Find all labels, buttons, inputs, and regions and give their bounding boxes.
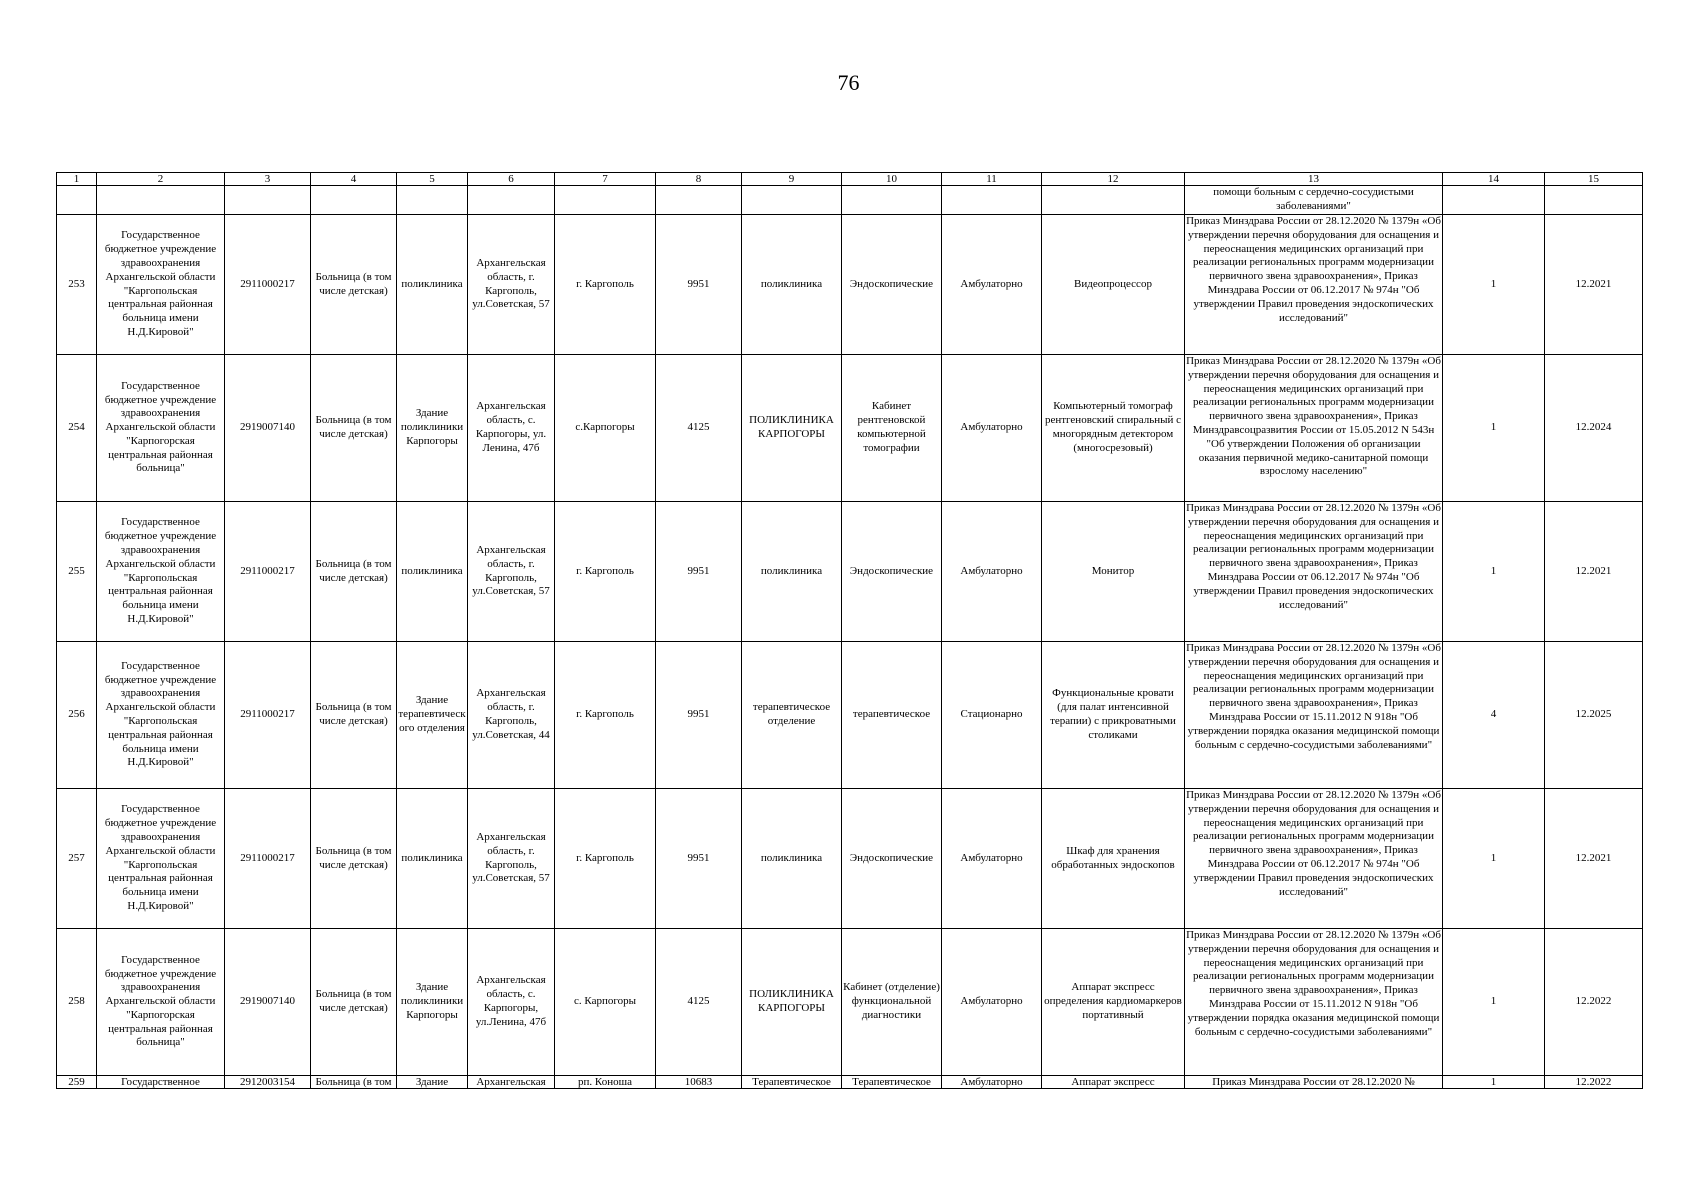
empty-cell [225,186,311,215]
legal-basis: Приказ Минздрава России от 28.12.2020 № 1379н «Об утверждении перечня оборудования для оснащения и переоснащения медицинских организаций при реализации региональных программ модернизации первичного звена здравоохранения», Приказ Минздрава России от 06.12.2017 № 974н "Об утверждении Правил проведения эндоскопических исследований" [1185,502,1443,642]
care-mode: Амбулаторно [942,1076,1042,1089]
organization-name: Государственное бюджетное учреждение здравоохранения Архангельской области "Карпогорская центральная районная больница" [97,929,225,1076]
building-name: поликлиника [397,789,468,929]
delivery-date: 12.2025 [1545,642,1643,789]
inn-code: 2912003154 [225,1076,311,1089]
empty-cell [1042,186,1185,215]
quantity: 1 [1443,215,1545,355]
row-number: 257 [57,789,97,929]
equipment-table [56,172,1643,1089]
header-cell: 9 [742,173,842,186]
address: Архангельская область, г. Каргополь, ул.Советская, 57 [468,502,555,642]
row-number: 256 [57,642,97,789]
population: 10683 [656,1076,742,1089]
header-row [57,173,1643,186]
empty-cell [656,186,742,215]
empty-cell [842,186,942,215]
row-number: 254 [57,355,97,502]
legal-basis: Приказ Минздрава России от 28.12.2020 № 1379н «Об утверждении перечня оборудования для оснащения и переоснащения медицинских организаций при реализации региональных программ модернизации первичного звена здравоохранения», Приказ Минздрава России от 06.12.2017 № 974н "Об утверждении Правил проведения эндоскопических исследований" [1185,789,1443,929]
empty-cell [97,186,225,215]
profile: терапевтическое [842,642,942,789]
organization-name: Государственное бюджетное учреждение здравоохранения Архангельской области "Каргопольская центральная районная больница имени Н.Д.Кировой" [97,215,225,355]
population: 4125 [656,929,742,1076]
empty-cell [1545,186,1643,215]
population: 9951 [656,642,742,789]
delivery-date: 12.2021 [1545,502,1643,642]
equipment-name: Монитор [1042,502,1185,642]
organization-name: Государственное бюджетное учреждение здравоохранения Архангельской области "Каргопольская центральная районная больница имени Н.Д.Кировой" [97,642,225,789]
facility-type: Больница (в том числе детская) [311,215,397,355]
address: Архангельская [468,1076,555,1089]
header-cell: 12 [1042,173,1185,186]
building-name: Здание поликлиники Карпогоры [397,355,468,502]
table-row [57,355,1643,502]
table-row [57,642,1643,789]
row-number: 255 [57,502,97,642]
care-mode: Амбулаторно [942,789,1042,929]
legal-basis: Приказ Минздрава России от 28.12.2020 № 1379н «Об утверждении перечня оборудования для оснащения и переоснащения медицинских организаций при реализации региональных программ модернизации первичного звена здравоохранения», Приказ Минздрава России от 15.11.2012 N 918н "Об утверждении порядка оказания медицинской помощи больным с сердечно-сосудистыми заболеваниями" [1185,642,1443,789]
header-cell: 3 [225,173,311,186]
profile: Кабинет (отделение) функциональной диагностики [842,929,942,1076]
profile: Кабинет рентгеновской компьютерной томографии [842,355,942,502]
locality: г. Каргополь [555,502,656,642]
facility-type: Больница (в том числе детская) [311,642,397,789]
header-cell: 15 [1545,173,1643,186]
quantity: 1 [1443,929,1545,1076]
care-mode: Амбулаторно [942,355,1042,502]
legal-basis: Приказ Минздрава России от 28.12.2020 № [1185,1076,1443,1089]
facility-type: Больница (в том числе детская) [311,929,397,1076]
quantity: 1 [1443,789,1545,929]
delivery-date: 12.2021 [1545,215,1643,355]
empty-cell [57,186,97,215]
division: поликлиника [742,215,842,355]
division: поликлиника [742,789,842,929]
header-cell: 11 [942,173,1042,186]
care-mode: Амбулаторно [942,929,1042,1076]
population: 9951 [656,215,742,355]
profile: Эндоскопические [842,502,942,642]
header-cell: 2 [97,173,225,186]
empty-cell [942,186,1042,215]
facility-type: Больница (в том числе детская) [311,355,397,502]
header-cell: 10 [842,173,942,186]
header-cell: 5 [397,173,468,186]
table-row [57,1076,1643,1089]
table-row [57,789,1643,929]
population: 9951 [656,502,742,642]
empty-cell [742,186,842,215]
header-cell: 7 [555,173,656,186]
building-name: поликлиника [397,502,468,642]
header-cell: 8 [656,173,742,186]
delivery-date: 12.2022 [1545,929,1643,1076]
organization-name: Государственное бюджетное учреждение здравоохранения Архангельской области "Каргопольская центральная районная больница имени Н.Д.Кировой" [97,789,225,929]
empty-cell [311,186,397,215]
address: Архангельская область, с. Карпогоры, ул. Ленина, 47б [468,355,555,502]
delivery-date: 12.2022 [1545,1076,1643,1089]
population: 4125 [656,355,742,502]
equipment-name: Функциональные кровати (для палат интенсивной терапии) с прикроватными столиками [1042,642,1185,789]
address: Архангельская область, с. Карпогоры, ул.Ленина, 47б [468,929,555,1076]
organization-name: Государственное [97,1076,225,1089]
empty-cell [1443,186,1545,215]
quantity: 1 [1443,502,1545,642]
legal-basis: Приказ Минздрава России от 28.12.2020 № 1379н «Об утверждении перечня оборудования для оснащения и переоснащения медицинских организаций при реализации региональных программ модернизации первичного звена здравоохранения», Приказ Минздрава России от 15.11.2012 N 918н "Об утверждении порядка оказания медицинской помощи больным с сердечно-сосудистыми заболеваниями" [1185,929,1443,1076]
header-cell: 4 [311,173,397,186]
building-name: Здание поликлиники Карпогоры [397,929,468,1076]
equipment-name: Шкаф для хранения обработанных эндоскопов [1042,789,1185,929]
division: ПОЛИКЛИНИКА КАРПОГОРЫ [742,355,842,502]
care-mode: Амбулаторно [942,502,1042,642]
equipment-name: Видеопроцессор [1042,215,1185,355]
facility-type: Больница (в том [311,1076,397,1089]
inn-code: 2911000217 [225,215,311,355]
profile: Терапевтическое [842,1076,942,1089]
page-number: 76 [837,70,860,95]
organization-name: Государственное бюджетное учреждение здравоохранения Архангельской области "Карпогорская центральная районная больница" [97,355,225,502]
quantity: 4 [1443,642,1545,789]
equipment-name: Компьютерный томограф рентгеновский спиральный с многорядным детектором (многосрезовый) [1042,355,1185,502]
continuation-row [57,186,1643,215]
address: Архангельская область, г. Каргополь, ул.Советская, 44 [468,642,555,789]
row-number: 258 [57,929,97,1076]
building-name: Здание [397,1076,468,1089]
legal-basis: Приказ Минздрава России от 28.12.2020 № 1379н «Об утверждении перечня оборудования для оснащения и переоснащения медицинских организаций при реализации региональных программ модернизации первичного звена здравоохранения», Приказ Минздрава России от 06.12.2017 № 974н "Об утверждении Правил проведения эндоскопических исследований" [1185,215,1443,355]
division: поликлиника [742,502,842,642]
profile: Эндоскопические [842,215,942,355]
address: Архангельская область, г. Каргополь, ул.Советская, 57 [468,215,555,355]
locality: г. Каргополь [555,642,656,789]
row-number: 259 [57,1076,97,1089]
division: ПОЛИКЛИНИКА КАРПОГОРЫ [742,929,842,1076]
population: 9951 [656,789,742,929]
locality: г. Каргополь [555,789,656,929]
legal-basis: Приказ Минздрава России от 28.12.2020 № 1379н «Об утверждении перечня оборудования для оснащения и переоснащения медицинских организаций при реализации региональных программ модернизации первичного звена здравоохранения», Приказ Минздравсоцразвития России от 15.05.2012 N 543н "Об утверждении Положения об организации оказания первичной медико-санитарной помощи взрослому населению" [1185,355,1443,502]
continuation-text: помощи больным с сердечно-сосудистыми заболеваниями" [1185,186,1443,215]
table-row [57,502,1643,642]
care-mode: Стационарно [942,642,1042,789]
delivery-date: 12.2021 [1545,789,1643,929]
table-row [57,929,1643,1076]
building-name: Здание терапевтического отделения [397,642,468,789]
division: Терапевтическое [742,1076,842,1089]
inn-code: 2911000217 [225,789,311,929]
facility-type: Больница (в том числе детская) [311,502,397,642]
locality: рп. Коноша [555,1076,656,1089]
inn-code: 2919007140 [225,355,311,502]
locality: г. Каргополь [555,215,656,355]
locality: с.Карпогоры [555,355,656,502]
building-name: поликлиника [397,215,468,355]
facility-type: Больница (в том числе детская) [311,789,397,929]
inn-code: 2911000217 [225,502,311,642]
header-cell: 6 [468,173,555,186]
quantity: 1 [1443,355,1545,502]
quantity: 1 [1443,1076,1545,1089]
organization-name: Государственное бюджетное учреждение здравоохранения Архангельской области "Каргопольская центральная районная больница имени Н.Д.Кировой" [97,502,225,642]
equipment-name: Аппарат экспресс [1042,1076,1185,1089]
address: Архангельская область, г. Каргополь, ул.Советская, 57 [468,789,555,929]
care-mode: Амбулаторно [942,215,1042,355]
empty-cell [555,186,656,215]
locality: с. Карпогоры [555,929,656,1076]
inn-code: 2919007140 [225,929,311,1076]
row-number: 253 [57,215,97,355]
equipment-name: Аппарат экспресс определения кардиомаркеров портативный [1042,929,1185,1076]
empty-cell [468,186,555,215]
division: терапевтическое отделение [742,642,842,789]
table-row [57,215,1643,355]
delivery-date: 12.2024 [1545,355,1643,502]
empty-cell [397,186,468,215]
header-cell: 1 [57,173,97,186]
header-cell: 13 [1185,173,1443,186]
profile: Эндоскопические [842,789,942,929]
header-cell: 14 [1443,173,1545,186]
inn-code: 2911000217 [225,642,311,789]
